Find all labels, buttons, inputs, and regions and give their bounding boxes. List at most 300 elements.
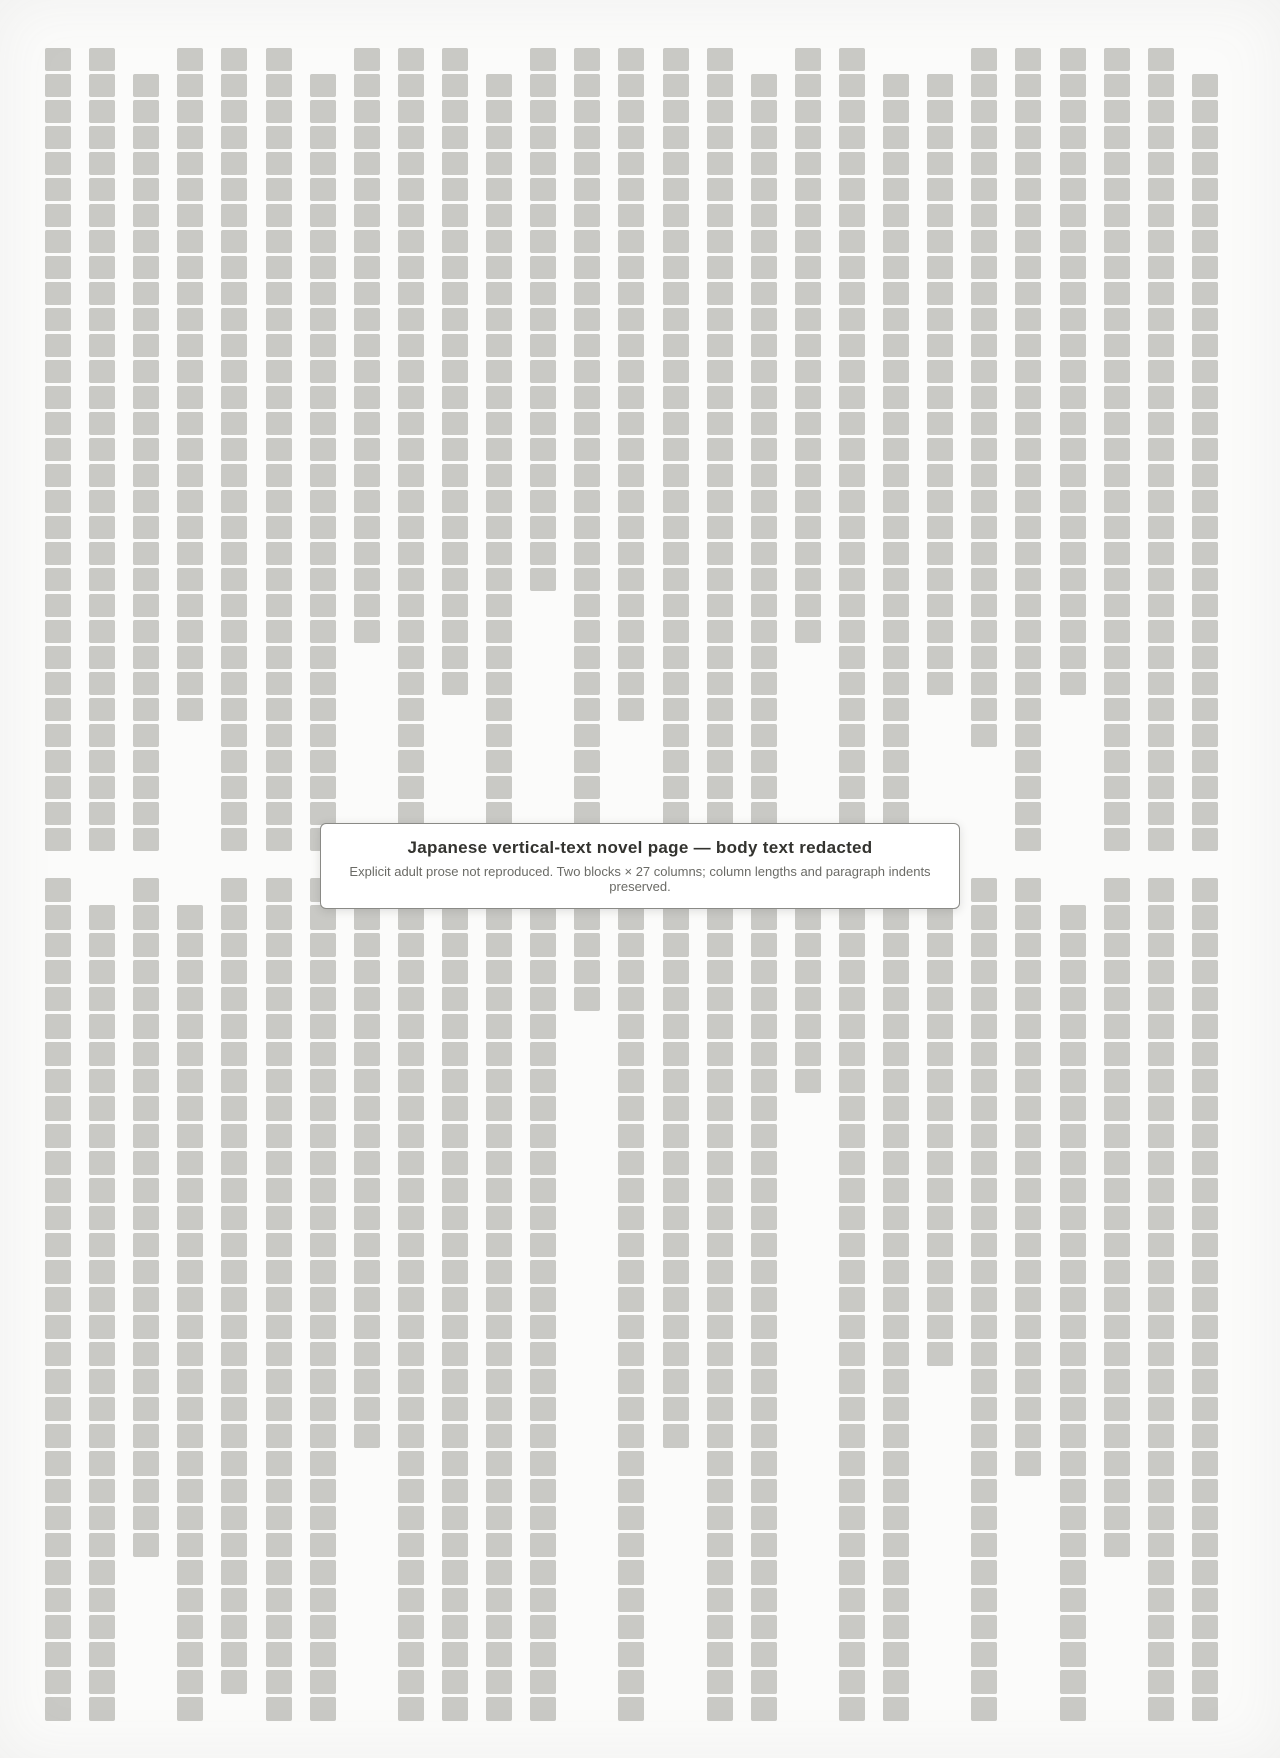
redacted-glyph [663, 750, 689, 773]
redacted-glyph [398, 1451, 424, 1475]
redacted-glyph [177, 1451, 203, 1475]
redacted-glyph [442, 1424, 468, 1448]
redacted-glyph [45, 1178, 71, 1202]
redacted-glyph [266, 1124, 292, 1148]
redacted-glyph [1104, 905, 1130, 929]
redacted-glyph [89, 646, 115, 669]
redacted-glyph [398, 724, 424, 747]
redacted-glyph [442, 1178, 468, 1202]
redacted-glyph [45, 464, 71, 487]
redacted-glyph [839, 1697, 865, 1721]
redacted-glyph [1192, 878, 1218, 902]
redacted-glyph [883, 1451, 909, 1475]
redacted-glyph [486, 490, 512, 513]
redacted-glyph [354, 360, 380, 383]
redacted-glyph [707, 802, 733, 825]
redacted-glyph [839, 1670, 865, 1694]
redacted-glyph [310, 960, 336, 984]
redacted-glyph [310, 152, 336, 175]
redacted-glyph [398, 100, 424, 123]
redacted-glyph [133, 933, 159, 957]
redacted-glyph [971, 282, 997, 305]
redacted-glyph [927, 126, 953, 149]
redacted-glyph [1060, 360, 1086, 383]
redacted-glyph [839, 178, 865, 201]
redacted-glyph [618, 1287, 644, 1311]
redacted-glyph [707, 438, 733, 461]
redacted-glyph [133, 1206, 159, 1230]
redacted-text-column [1060, 48, 1086, 854]
redacted-glyph [89, 1424, 115, 1448]
redacted-glyph [530, 1342, 556, 1366]
redacted-glyph [89, 516, 115, 539]
redacted-glyph [133, 1342, 159, 1366]
redacted-glyph [133, 905, 159, 929]
redacted-glyph [354, 1397, 380, 1421]
redacted-glyph [221, 1588, 247, 1612]
redacted-glyph [266, 490, 292, 513]
redacted-glyph [574, 412, 600, 435]
redacted-glyph [486, 672, 512, 695]
redacted-glyph [221, 594, 247, 617]
redacted-glyph [1060, 490, 1086, 513]
redacted-glyph [1148, 74, 1174, 97]
redacted-glyph [45, 1533, 71, 1557]
redacted-glyph [266, 905, 292, 929]
redacted-glyph [707, 542, 733, 565]
redacted-glyph [221, 568, 247, 591]
redacted-glyph [1192, 126, 1218, 149]
redacted-glyph [221, 152, 247, 175]
redacted-text-column [971, 48, 997, 854]
redacted-glyph [1015, 100, 1041, 123]
redacted-glyph [89, 334, 115, 357]
redacted-glyph [1015, 987, 1041, 1011]
redacted-glyph [221, 516, 247, 539]
redacted-glyph [618, 1560, 644, 1584]
redacted-glyph [486, 1506, 512, 1530]
redacted-glyph [707, 1151, 733, 1175]
redacted-glyph [663, 1424, 689, 1448]
redacted-glyph [1060, 308, 1086, 331]
redacted-glyph [354, 74, 380, 97]
redaction-notice-subtitle: Explicit adult prose not reproduced. Two blocks × 27 columns; column lengths and paragraph indents preserved. [349, 864, 931, 894]
redacted-glyph [1148, 1206, 1174, 1230]
redacted-glyph [1060, 1315, 1086, 1339]
redacted-glyph [221, 1451, 247, 1475]
redacted-glyph [883, 412, 909, 435]
redacted-glyph [89, 1069, 115, 1093]
redacted-glyph [839, 1424, 865, 1448]
redacted-glyph [530, 1697, 556, 1721]
redacted-glyph [883, 1697, 909, 1721]
redacted-glyph [1060, 100, 1086, 123]
redacted-glyph [707, 1697, 733, 1721]
redacted-glyph [266, 1670, 292, 1694]
redacted-glyph [795, 594, 821, 617]
redacted-glyph [751, 74, 777, 97]
redacted-glyph [89, 1260, 115, 1284]
redacted-glyph [751, 933, 777, 957]
redacted-glyph [1104, 1014, 1130, 1038]
redacted-glyph [707, 1506, 733, 1530]
redacted-glyph [310, 334, 336, 357]
redacted-glyph [530, 1670, 556, 1694]
redacted-glyph [221, 933, 247, 957]
redacted-glyph [266, 204, 292, 227]
redacted-glyph [839, 48, 865, 71]
redacted-glyph [133, 1178, 159, 1202]
redacted-glyph [618, 1206, 644, 1230]
redacted-glyph [486, 178, 512, 201]
redacted-glyph [839, 1342, 865, 1366]
redacted-glyph [839, 74, 865, 97]
redacted-glyph [1104, 1369, 1130, 1393]
redacted-glyph [89, 1233, 115, 1257]
redacted-glyph [89, 698, 115, 721]
redacted-glyph [266, 386, 292, 409]
redacted-glyph [530, 100, 556, 123]
redacted-glyph [1104, 1124, 1130, 1148]
redacted-glyph [618, 126, 644, 149]
redacted-glyph [1060, 1069, 1086, 1093]
redacted-glyph [45, 933, 71, 957]
redacted-glyph [618, 987, 644, 1011]
redacted-glyph [442, 672, 468, 695]
redacted-glyph [927, 987, 953, 1011]
redacted-text-column [486, 878, 512, 1724]
redacted-glyph [1060, 1287, 1086, 1311]
redacted-glyph [221, 776, 247, 799]
redacted-glyph [221, 1042, 247, 1066]
redacted-glyph [266, 1479, 292, 1503]
redacted-glyph [266, 74, 292, 97]
redacted-glyph [707, 386, 733, 409]
redacted-glyph [354, 1124, 380, 1148]
redacted-glyph [442, 620, 468, 643]
redacted-glyph [398, 412, 424, 435]
redacted-glyph [530, 152, 556, 175]
redacted-glyph [486, 568, 512, 591]
redacted-glyph [618, 438, 644, 461]
redacted-glyph [1148, 1697, 1174, 1721]
redacted-glyph [1148, 987, 1174, 1011]
redacted-glyph [1015, 750, 1041, 773]
redacted-glyph [927, 1206, 953, 1230]
redacted-glyph [883, 1342, 909, 1366]
redacted-glyph [1148, 620, 1174, 643]
redacted-glyph [883, 1369, 909, 1393]
redacted-glyph [1060, 1560, 1086, 1584]
redacted-glyph [398, 646, 424, 669]
redacted-glyph [442, 126, 468, 149]
redacted-glyph [1104, 360, 1130, 383]
redacted-glyph [1104, 646, 1130, 669]
redacted-glyph [839, 987, 865, 1011]
redacted-glyph [221, 1369, 247, 1393]
redacted-glyph [1192, 1315, 1218, 1339]
redacted-glyph [1104, 178, 1130, 201]
redacted-glyph [89, 1287, 115, 1311]
redacted-glyph [398, 1096, 424, 1120]
redacted-glyph [971, 1151, 997, 1175]
redacted-glyph [177, 1233, 203, 1257]
redacted-glyph [618, 74, 644, 97]
redacted-glyph [1104, 256, 1130, 279]
redacted-glyph [89, 1014, 115, 1038]
redacted-glyph [177, 490, 203, 513]
redacted-glyph [133, 464, 159, 487]
redacted-glyph [221, 987, 247, 1011]
redacted-glyph [266, 1369, 292, 1393]
redacted-glyph [1104, 776, 1130, 799]
redacted-glyph [442, 1533, 468, 1557]
redacted-glyph [1192, 282, 1218, 305]
redacted-glyph [971, 878, 997, 902]
redacted-glyph [618, 960, 644, 984]
redacted-glyph [883, 1124, 909, 1148]
redacted-glyph [883, 1287, 909, 1311]
redacted-glyph [45, 178, 71, 201]
redacted-glyph [1192, 776, 1218, 799]
redacted-glyph [663, 100, 689, 123]
redacted-glyph [398, 933, 424, 957]
redacted-glyph [1104, 1042, 1130, 1066]
redacted-glyph [530, 1424, 556, 1448]
redacted-glyph [221, 960, 247, 984]
redacted-glyph [618, 1014, 644, 1038]
redacted-glyph [751, 464, 777, 487]
redacted-glyph [1015, 1233, 1041, 1257]
redacted-glyph [663, 960, 689, 984]
redacted-glyph [45, 152, 71, 175]
redacted-glyph [971, 516, 997, 539]
redacted-glyph [530, 282, 556, 305]
redacted-glyph [1104, 100, 1130, 123]
redacted-glyph [486, 1670, 512, 1694]
redacted-glyph [89, 282, 115, 305]
redacted-glyph [574, 282, 600, 305]
redacted-glyph [530, 48, 556, 71]
redacted-glyph [177, 230, 203, 253]
redacted-glyph [221, 698, 247, 721]
redacted-glyph [1015, 282, 1041, 305]
redacted-glyph [1192, 1533, 1218, 1557]
redacted-glyph [927, 100, 953, 123]
redacted-glyph [971, 334, 997, 357]
redacted-glyph [883, 1506, 909, 1530]
redacted-glyph [398, 1588, 424, 1612]
redacted-glyph [45, 724, 71, 747]
redacted-glyph [795, 620, 821, 643]
redacted-glyph [1060, 905, 1086, 929]
redacted-glyph [751, 750, 777, 773]
redacted-glyph [1015, 48, 1041, 71]
redacted-glyph [177, 987, 203, 1011]
redacted-glyph [177, 334, 203, 357]
redacted-glyph [1015, 878, 1041, 902]
redacted-glyph [266, 1615, 292, 1639]
redacted-glyph [751, 1670, 777, 1694]
redacted-glyph [1148, 334, 1174, 357]
redacted-glyph [1192, 1069, 1218, 1093]
redacted-glyph [883, 178, 909, 201]
redacted-glyph [1148, 1315, 1174, 1339]
redacted-text-column [354, 878, 380, 1724]
redacted-glyph [971, 1260, 997, 1284]
redacted-glyph [927, 1260, 953, 1284]
redacted-glyph [89, 1451, 115, 1475]
redacted-glyph [89, 48, 115, 71]
redacted-glyph [1060, 1206, 1086, 1230]
redacted-glyph [1060, 1096, 1086, 1120]
redacted-glyph [707, 1642, 733, 1666]
redacted-glyph [266, 1397, 292, 1421]
redacted-glyph [1192, 256, 1218, 279]
redacted-glyph [839, 282, 865, 305]
redacted-glyph [1015, 360, 1041, 383]
redacted-glyph [133, 878, 159, 902]
redacted-glyph [486, 1479, 512, 1503]
redacted-glyph [486, 802, 512, 825]
redacted-glyph [177, 126, 203, 149]
redacted-glyph [839, 1178, 865, 1202]
redacted-glyph [1148, 48, 1174, 71]
redacted-glyph [839, 1206, 865, 1230]
redacted-glyph [707, 646, 733, 669]
redacted-glyph [1104, 1287, 1130, 1311]
redacted-glyph [310, 1342, 336, 1366]
redacted-glyph [751, 1560, 777, 1584]
redacted-glyph [1148, 1588, 1174, 1612]
redacted-glyph [707, 1560, 733, 1584]
redacted-glyph [927, 620, 953, 643]
redacted-glyph [45, 698, 71, 721]
redacted-glyph [707, 464, 733, 487]
redacted-glyph [442, 282, 468, 305]
redacted-glyph [442, 1260, 468, 1284]
redacted-glyph [530, 204, 556, 227]
redacted-glyph [839, 1615, 865, 1639]
redacted-glyph [398, 282, 424, 305]
redacted-glyph [530, 1233, 556, 1257]
redacted-glyph [883, 438, 909, 461]
redacted-glyph [1015, 334, 1041, 357]
redacted-glyph [883, 1069, 909, 1093]
redacted-glyph [310, 542, 336, 565]
redacted-glyph [177, 1287, 203, 1311]
redacted-glyph [927, 438, 953, 461]
redacted-glyph [221, 256, 247, 279]
redacted-glyph [486, 1642, 512, 1666]
redacted-glyph [266, 308, 292, 331]
redacted-glyph [663, 1178, 689, 1202]
redacted-glyph [221, 282, 247, 305]
redacted-glyph [530, 516, 556, 539]
redacted-glyph [971, 48, 997, 71]
redacted-glyph [1192, 1342, 1218, 1366]
redacted-glyph [1060, 620, 1086, 643]
redacted-glyph [751, 308, 777, 331]
redacted-glyph [310, 1287, 336, 1311]
redacted-glyph [883, 1424, 909, 1448]
redacted-glyph [310, 1533, 336, 1557]
redacted-glyph [663, 516, 689, 539]
redacted-glyph [1192, 1642, 1218, 1666]
redacted-glyph [839, 230, 865, 253]
redacted-glyph [883, 256, 909, 279]
redacted-glyph [1104, 933, 1130, 957]
redacted-glyph [310, 282, 336, 305]
redacted-glyph [751, 1588, 777, 1612]
redacted-glyph [751, 1615, 777, 1639]
redacted-glyph [707, 750, 733, 773]
redacted-glyph [707, 1451, 733, 1475]
redacted-glyph [1060, 568, 1086, 591]
redacted-glyph [1015, 1014, 1041, 1038]
redacted-glyph [1104, 334, 1130, 357]
redacted-glyph [354, 282, 380, 305]
redacted-glyph [971, 412, 997, 435]
redacted-glyph [1015, 1397, 1041, 1421]
redacted-glyph [839, 386, 865, 409]
redacted-glyph [310, 230, 336, 253]
redacted-glyph [707, 1342, 733, 1366]
redacted-glyph [266, 1178, 292, 1202]
redacted-glyph [310, 1260, 336, 1284]
redacted-glyph [1015, 1151, 1041, 1175]
redacted-glyph [751, 1424, 777, 1448]
redacted-glyph [266, 256, 292, 279]
redacted-glyph [618, 620, 644, 643]
redacted-glyph [266, 152, 292, 175]
redacted-glyph [177, 1042, 203, 1066]
redacted-glyph [663, 334, 689, 357]
redacted-glyph [1148, 1233, 1174, 1257]
redacted-glyph [398, 386, 424, 409]
redacted-glyph [883, 282, 909, 305]
redacted-glyph [442, 360, 468, 383]
redacted-text-column [398, 48, 424, 854]
redacted-glyph [927, 412, 953, 435]
redacted-glyph [707, 282, 733, 305]
redacted-glyph [310, 1042, 336, 1066]
redacted-glyph [442, 568, 468, 591]
redacted-glyph [1060, 1342, 1086, 1366]
redacted-glyph [530, 1397, 556, 1421]
redacted-glyph [266, 933, 292, 957]
redacted-glyph [1060, 1588, 1086, 1612]
redacted-text-column [1060, 905, 1086, 1724]
redacted-glyph [795, 568, 821, 591]
redacted-glyph [89, 308, 115, 331]
redacted-glyph [663, 646, 689, 669]
redacted-text-column [795, 878, 821, 1724]
redacted-glyph [45, 1124, 71, 1148]
redacted-glyph [398, 230, 424, 253]
redacted-glyph [45, 1206, 71, 1230]
redacted-glyph [310, 1397, 336, 1421]
redacted-glyph [398, 308, 424, 331]
redacted-glyph [486, 1369, 512, 1393]
redacted-glyph [133, 1260, 159, 1284]
redacted-glyph [398, 1069, 424, 1093]
redacted-glyph [310, 490, 336, 513]
redacted-glyph [133, 987, 159, 1011]
redacted-glyph [663, 1369, 689, 1393]
redacted-glyph [1148, 1151, 1174, 1175]
redacted-glyph [530, 490, 556, 513]
